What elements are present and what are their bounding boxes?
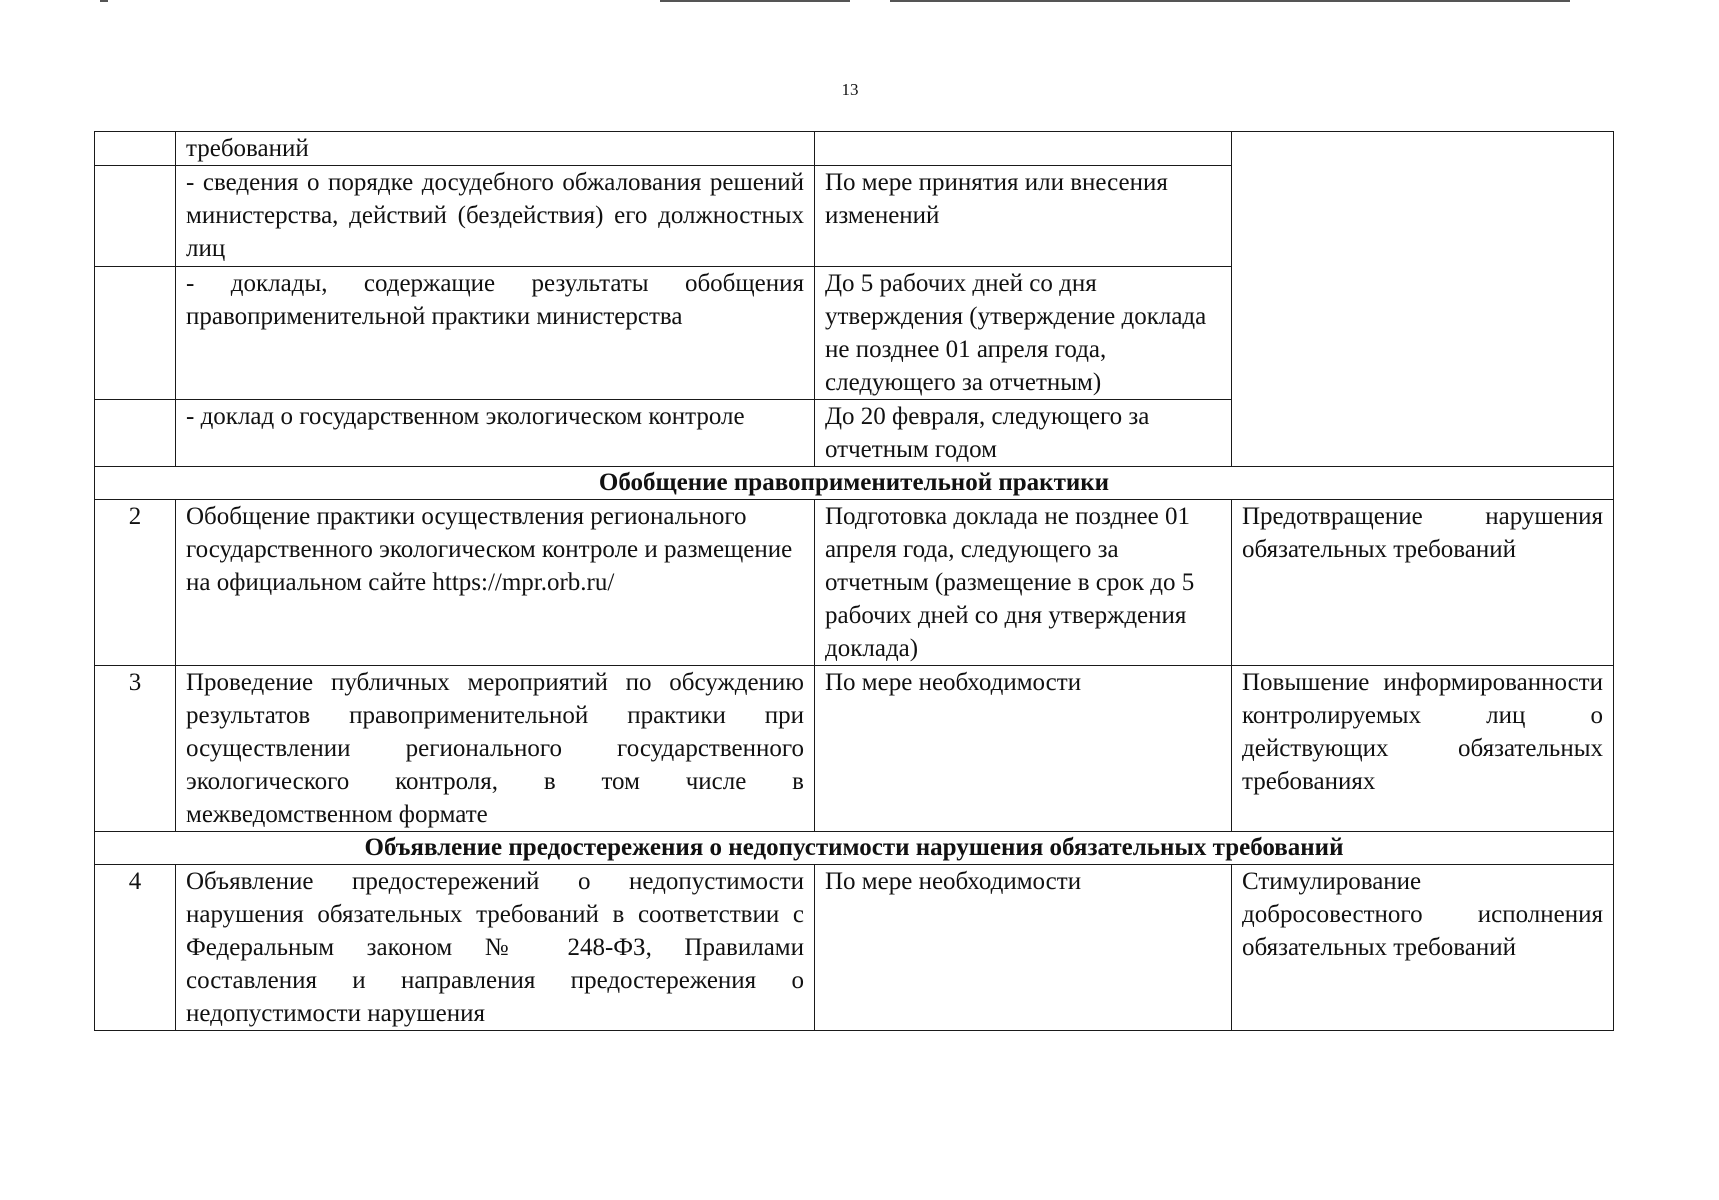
description-cell: - сведения о порядке досудебного обжалования решений министерства, действий (бездействия) его должностных лиц [176,166,815,267]
section-title: Объявление предостережения о недопустимости нарушения обязательных требований [95,832,1614,865]
row-number-cell: 2 [95,500,176,666]
deadline-cell: По мере принятия или внесения изменений [815,166,1232,267]
table-row [95,865,1614,1031]
result-cell: Повышение информированности контролируемых лиц о действующих обязательных требованиях [1232,666,1614,832]
result-cell: Стимулирование добросовестного исполнения обязательных требований [1232,865,1614,1031]
page-number: 13 [841,80,859,99]
table-row [95,666,1614,832]
deadline-cell: До 20 февраля, следующего за отчетным годом [815,400,1232,467]
prevention-measures-table [94,131,1614,1031]
row-number-cell [95,132,176,166]
deadline-cell [815,132,1232,166]
description-cell: Обобщение практики осуществления регионального государственного экологическом контроле и размещение на официальном сайте https://mpr.orb.ru/ [176,500,815,666]
description-cell: Объявление предостережений о недопустимости нарушения обязательных требований в соответствии с Федеральным законом № 248-ФЗ, Правилами составления и направления предостережения о недопустимости нарушения [176,865,815,1031]
section-header-row [95,832,1614,865]
description-cell: Проведение публичных мероприятий по обсуждению результатов правоприменительной практики при осуществлении регионального государственного экологического контроля, в том числе в межведомственном формате [176,666,815,832]
description-cell: - доклады, содержащие результаты обобщения правоприменительной практики министерства [176,267,815,400]
table-row [95,500,1614,666]
deadline-cell: По мере необходимости [815,865,1232,1031]
scan-edge-marks [100,0,1570,3]
result-cell: Предотвращение нарушения обязательных требований [1232,500,1614,666]
row-number-cell [95,400,176,467]
table-row [95,132,1614,166]
row-number-cell: 4 [95,865,176,1031]
row-number-cell: 3 [95,666,176,832]
row-number-cell [95,267,176,400]
result-cell [1232,132,1614,467]
deadline-cell: До 5 рабочих дней со дня утверждения (утверждение доклада не позднее 01 апреля года, следующего за отчетным) [815,267,1232,400]
description-cell: требований [176,132,815,166]
deadline-cell: По мере необходимости [815,666,1232,832]
section-header-row [95,467,1614,500]
row-number-cell [95,166,176,267]
deadline-cell: Подготовка доклада не позднее 01 апреля года, следующего за отчетным (размещение в срок до 5 рабочих дней со дня утверждения доклада) [815,500,1232,666]
description-cell: - доклад о государственном экологическом контроле [176,400,815,467]
section-title: Обобщение правоприменительной практики [95,467,1614,500]
